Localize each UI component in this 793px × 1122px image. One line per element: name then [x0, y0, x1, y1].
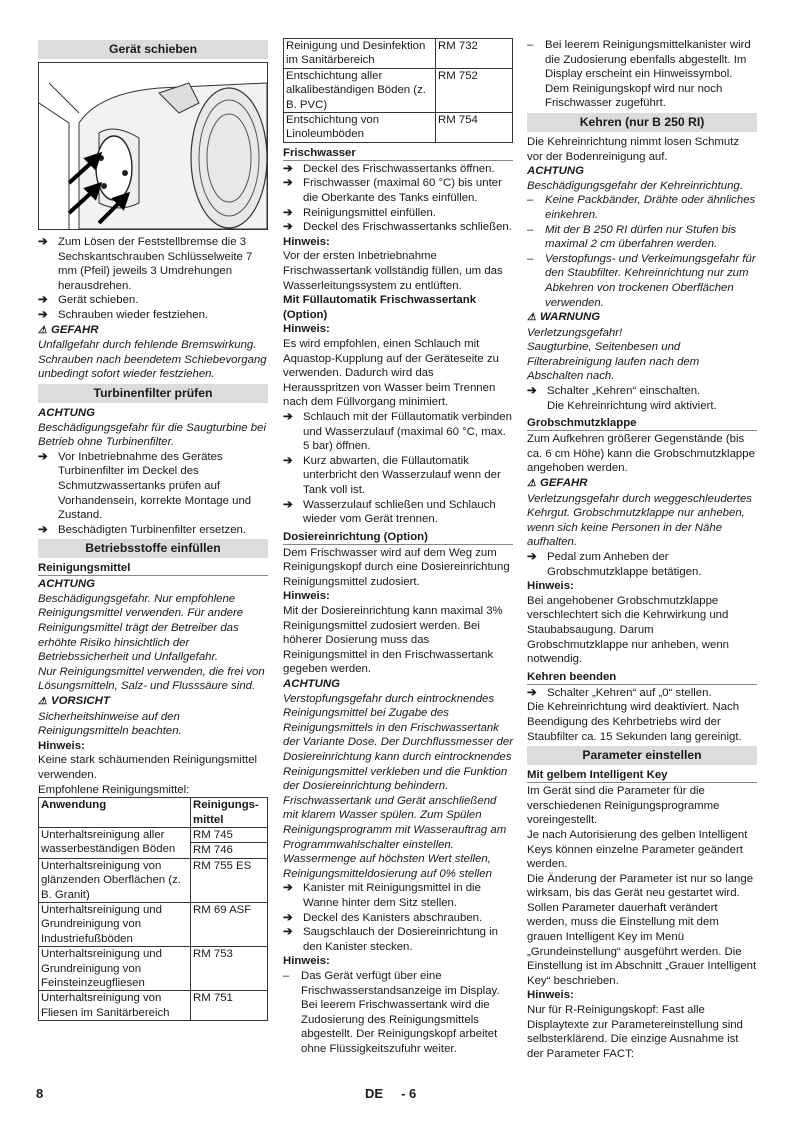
warning-triangle-icon: ⚠ — [38, 696, 47, 708]
dash-item: – Keine Packbänder, Drähte oder ähnliches einkehren. — [527, 194, 756, 221]
body-text: Zum Aufkehren größerer Gegenstände (bis ca. 6 cm Höhe) kann die Grobschmutzklappe angehoben werden. — [527, 433, 755, 475]
arrow-right-icon: ➔ — [283, 882, 293, 895]
arrow-right-icon: ➔ — [527, 385, 537, 398]
subheading-grobschmutzklappe: Grobschmutzklappe — [527, 416, 757, 431]
caution-text: Beschädigungsgefahr der Kehreinrichtung. — [527, 179, 743, 192]
note-label: Hinweis: — [38, 739, 85, 752]
column-left — [38, 38, 268, 1021]
arrow-right-icon: ➔ — [283, 410, 293, 423]
table-header-cell: Reinigungs- mittel — [191, 798, 268, 828]
table-header — [39, 798, 268, 828]
arrow-right-icon: ➔ — [38, 308, 48, 321]
arrow-right-icon: ➔ — [283, 454, 293, 467]
step-item: ➔ Saugschlauch der Dosiereinrichtung in den Kanister stecken. — [283, 926, 499, 953]
step-item: ➔ Schlauch mit der Füllautomatik verbinden und Wasserzulauf (maximal 60 °C, max. 5 bar) öffnen. — [283, 410, 512, 453]
body-text: Die Kehreinrichtung nimmt losen Schmutz vor der Bodenreinigung auf. — [527, 135, 740, 163]
arrow-right-icon: ➔ — [283, 162, 293, 175]
caution-text: Beschädigungsgefahr für die Saugturbine bei Betrieb ohne Turbinenfilter. — [38, 421, 266, 449]
caution-text-2: Nur Reinigungsmittel verwenden, die frei von Lösungsmitteln, Salz- und Flusssäure sind. — [38, 665, 265, 693]
auto-fill-title: Mit Füllautomatik Frischwassertank (Option) — [283, 294, 477, 321]
brake-screws-illustration — [38, 62, 268, 230]
warning-triangle-icon: ⚠ — [38, 324, 47, 336]
subheading-gelber-key: Mit gelbem Intelligent Key — [527, 768, 757, 783]
arrow-right-icon: ➔ — [527, 686, 537, 699]
step-item: ➔ Schrauben wieder festziehen. — [38, 308, 209, 321]
note-text: Es wird empfohlen, einen Schlauch mit Aquastop-Kupplung auf der Geräteseite zu verwenden. Dadurch wird das Herausspritzen von Wasser beim Trennen nach dem Füllvorgang minimiert. — [283, 337, 499, 409]
dash-item: – Verstopfungs- und Verkeimungsgefahr für den Staubfilter. Kehreinrichtung nur zum Abkehren von trockenen Oberflächen verwenden. — [527, 252, 756, 309]
turbine-drawing-icon — [39, 63, 267, 229]
arrow-right-icon: ➔ — [38, 450, 48, 463]
arrow-right-icon: ➔ — [283, 498, 293, 511]
recommended-label: Empfohlene Reinigungsmittel: — [38, 783, 190, 796]
note-label: Hinweis: — [283, 955, 330, 968]
subheading-reinigungsmittel: Reinigungsmittel — [38, 561, 268, 576]
step-result: Die Kehreinrichtung wird aktiviert. — [547, 399, 717, 412]
arrow-right-icon: ➔ — [38, 236, 48, 248]
note-text: Mit der Dosiereinrichtung kann maximal 3% Reinigungsmittel zudosiert werden. Bei höherer Dosierung muss das Reinigungsmittel in den Frischwassertank gegeben werden. — [283, 605, 503, 676]
caution-text: Verstopfungsgefahr durch eintrocknendes Reinigungsmittel bei Zugabe des Reinigungsmittels in den Frischwassertank der Variante Dose. Der Durchflussmesser der Dosiereinrichtung kann durch eintrocknendes Reinigungsmittel verkleben und die Funktion der Dosiereinrichtung behindern. Frischwassertank und Gerät anschließend mit klarem Wasser spülen. Zum Spülen Reinigungsprogramm mit Wasserauftrag am Programmwahlschalter einstellen. Wassermenge auf höchsten Wert stellen, Reinigungsmitteldosierung auf 0% stellen — [283, 692, 514, 880]
subheading-kehren-beenden: Kehren beenden — [527, 670, 757, 685]
step-item: ➔ Kanister mit Reinigungsmittel in die Wanne hinter dem Sitz stellen. — [283, 882, 481, 909]
step-item: ➔ Zum Lösen der Feststellbremse die 3 Sechskantschrauben Schlüsselweite 7 mm (Pfeil) jeweils 3 Umdrehungen herausdrehen. — [38, 236, 253, 292]
note-label: Hinweis: — [283, 323, 330, 336]
subheading-dosiereinrichtung: Dosiereinrichtung (Option) — [283, 530, 513, 545]
dash-item: – Bei leerem Reinigungsmittelkanister wird die Zudosierung ebenfalls abgestellt. Im Display erscheint ein Hinweissymbol. Dem Reinigungskopf wird nur noch Frischwasser zugeführt. — [527, 39, 751, 110]
step-item: ➔ Schalter „Kehren“ einschalten. — [527, 385, 701, 398]
note-text: Nur für R-Reinigungskopf: Fast alle Displaytexte zur Parametereinstellung sind selbsterklärend. Die einzige Ausnahme ist der Parameter FACT: — [527, 1004, 743, 1060]
table-row: Unterhaltsreinigung und Grundreinigung von Industriefußböden RM 69 ASF — [39, 903, 268, 947]
warning-triangle-icon: ⚠ — [527, 312, 536, 324]
body-text: Die Kehreinrichtung wird deaktiviert. Nach Beendigung des Kehrbetriebs wird der Staubfilter ca. 15 Sekunden lang gereinigt. — [527, 701, 742, 743]
table-header-cell: Anwendung — [39, 798, 191, 828]
caution-label: ACHTUNG — [527, 165, 584, 178]
note-text: Keine stark schäumenden Reinigungsmittel verwenden. — [38, 754, 258, 781]
precaution-label: ⚠ VORSICHT — [38, 695, 110, 708]
danger-label: ⚠ GEFAHR — [527, 477, 588, 490]
caution-label: ACHTUNG — [38, 578, 95, 591]
detergent-table — [38, 797, 268, 1021]
step-item: ➔ Reinigungsmittel einfüllen. — [283, 206, 436, 219]
section-heading-kehren: Kehren (nur B 250 RI) — [527, 113, 757, 132]
arrow-right-icon: ➔ — [38, 523, 48, 536]
note-text: Vor der ersten Inbetriebnahme Frischwassertank vollständig füllen, um das Wasserleitungssystem zu entlüften. — [283, 250, 503, 292]
step-item: ➔ Beschädigten Turbinenfilter ersetzen. — [38, 523, 247, 536]
step-item: ➔ Schalter „Kehren“ auf „0“ stellen. — [527, 686, 712, 699]
body-text: Im Gerät sind die Parameter für die verschiedenen Reinigungsprogramme voreingestellt. — [527, 785, 720, 827]
body-text: Sollen Parameter dauerhaft verändert werden, muss die Einstellung mit dem grauen Intelligent Key im Menü „Grundeinstellung“ ausgeführt werden. Die Einstellung ist im Abschnitt „Grauer Intelligent Key“ beschrieben. — [527, 901, 757, 987]
column-right — [527, 38, 757, 1061]
precaution-text: Sicherheitshinweise auf den Reinigungsmitteln beachten. — [38, 710, 182, 738]
table-row: Reinigung und Desinfektion im Sanitärbereich RM 732 — [284, 39, 513, 69]
section-heading-betriebsstoffe: Betriebsstoffe einfüllen — [38, 539, 268, 558]
note-text: Bei angehobener Grobschmutzklappe verschlechtert sich die Kehrwirkung und Staubabsaugung. Darum Grobschmutzklappe nur anheben, wenn notwendig. — [527, 594, 729, 666]
section-heading-turbinenfilter: Turbinenfilter prüfen — [38, 384, 268, 403]
step-item: ➔ Deckel des Frischwassertanks öffnen. — [283, 162, 495, 175]
danger-label: ⚠ GEFAHR — [38, 323, 99, 336]
note-label: Hinweis: — [283, 590, 330, 603]
table-row: Entschichtung von Linoleumböden RM 754 — [284, 113, 513, 143]
section-heading-parameter: Parameter einstellen — [527, 746, 757, 765]
table-row: Unterhaltsreinigung von Fliesen im Sanitärbereich RM 751 — [39, 991, 268, 1021]
caution-text: Beschädigungsgefahr. Nur empfohlene Reinigungsmittel verwenden. Für andere Reinigungsmittel trägt der Betreiber das erhöhte Risiko hinsichtlich der Betriebssicherheit und Unfallgefahr. — [38, 592, 244, 664]
danger-text: Unfallgefahr durch fehlende Bremswirkung. Schrauben nach beendetem Schiebevorgang unbedingt sofort wieder festziehen. — [38, 339, 267, 381]
warning-triangle-icon: ⚠ — [527, 478, 536, 490]
table-row: Unterhaltsreinigung von glänzenden Oberflächen (z. B. Granit) RM 755 ES — [39, 858, 268, 902]
subheading-frischwasser: Frischwasser — [283, 146, 513, 161]
dash-item: – Mit der B 250 RI dürfen nur Stufen bis maximal 2 cm überfahren werden. — [527, 223, 737, 251]
step-item: ➔ Kurz abwarten, die Füllautomatik unterbricht den Wasserzulauf wenn der Tank voll ist. — [283, 454, 501, 496]
caution-label: ACHTUNG — [38, 406, 95, 419]
arrow-right-icon: ➔ — [38, 294, 48, 307]
step-item: ➔ Vor Inbetriebnahme des Gerätes Turbinenfilter im Deckel des Schmutzwassertanks prüfen auf Vorhandensein, korrekte Montage und Zustand. — [38, 450, 252, 522]
dash-item: – Das Gerät verfügt über eine Frischwasserstandsanzeige im Display. Bei leerem Frischwassertank wird die Zudosierung des Reinigungsmittels abgestellt. Der Reinigungskopf arbeitet ohne Flüssigkeitszufuhr weiter. — [283, 969, 500, 1055]
arrow-right-icon: ➔ — [527, 551, 537, 563]
note-label: Hinweis: — [527, 989, 574, 1002]
warning-text: Verletzungsgefahr! Saugturbine, Seitenbesen und Filterabreinigung laufen nach dem Abschalten nach. — [527, 326, 700, 383]
body-text: Die Änderung der Parameter ist nur so lange wirksam, bis das Gerät neu gestartet wird. — [527, 872, 754, 900]
body-text: Dem Frischwasser wird auf dem Weg zum Reinigungskopf durch eine Dosiereinrichtung Reinigungsmittel zudosiert. — [283, 546, 510, 588]
table-row: Unterhaltsreinigung aller wasserbeständigen Böden RM 745 RM 746 — [39, 828, 268, 859]
column-middle — [283, 38, 513, 1056]
step-item: ➔ Deckel des Kanisters abschrauben. — [283, 911, 483, 924]
step-item: ➔ Wasserzulauf schließen und Schlauch wieder vom Gerät trennen. — [283, 498, 496, 526]
page-number: 8 — [36, 1086, 44, 1101]
note-label: Hinweis: — [527, 580, 574, 593]
table-cell: RM 745 RM 746 — [191, 828, 268, 859]
step-item: ➔ Pedal zum Anheben der Grobschmutzklappe betätigen. — [527, 551, 702, 578]
note-label: Hinweis: — [283, 235, 330, 248]
step-item: ➔ Gerät schieben. — [38, 294, 139, 307]
language-page-code: DE - 6 — [365, 1086, 417, 1101]
arrow-right-icon: ➔ — [283, 221, 293, 234]
section-heading-geraet-schieben: Gerät schieben — [38, 40, 268, 59]
table-row: Unterhaltsreinigung und Grundreinigung von Feinsteinzeugfliesen RM 753 — [39, 947, 268, 991]
caution-label: ACHTUNG — [283, 678, 340, 691]
danger-text: Verletzungsgefahr durch weggeschleudertes Kehrgut. Grobschmutzklappe nur anheben, wenn sich keine Personen in der Nähe aufhalten. — [527, 492, 752, 549]
arrow-right-icon: ➔ — [283, 206, 293, 219]
table-row: Entschichtung aller alkalibeständigen Böden (z. B. PVC) RM 752 — [284, 68, 513, 112]
body-text: Je nach Autorisierung des gelben Intelligent Keys können einzelne Parameter geändert werden. — [527, 828, 748, 871]
arrow-right-icon: ➔ — [283, 911, 293, 924]
arrow-right-icon: ➔ — [283, 926, 293, 939]
step-item: ➔ Deckel des Frischwassertanks schließen. — [283, 221, 512, 234]
detergent-table-continued — [283, 38, 513, 143]
step-item: ➔ Frischwasser (maximal 60 °C) bis unter die Oberkante des Tanks einfüllen. — [283, 177, 502, 205]
arrow-right-icon: ➔ — [283, 177, 293, 190]
warning-label: ⚠ WARNUNG — [527, 311, 601, 324]
